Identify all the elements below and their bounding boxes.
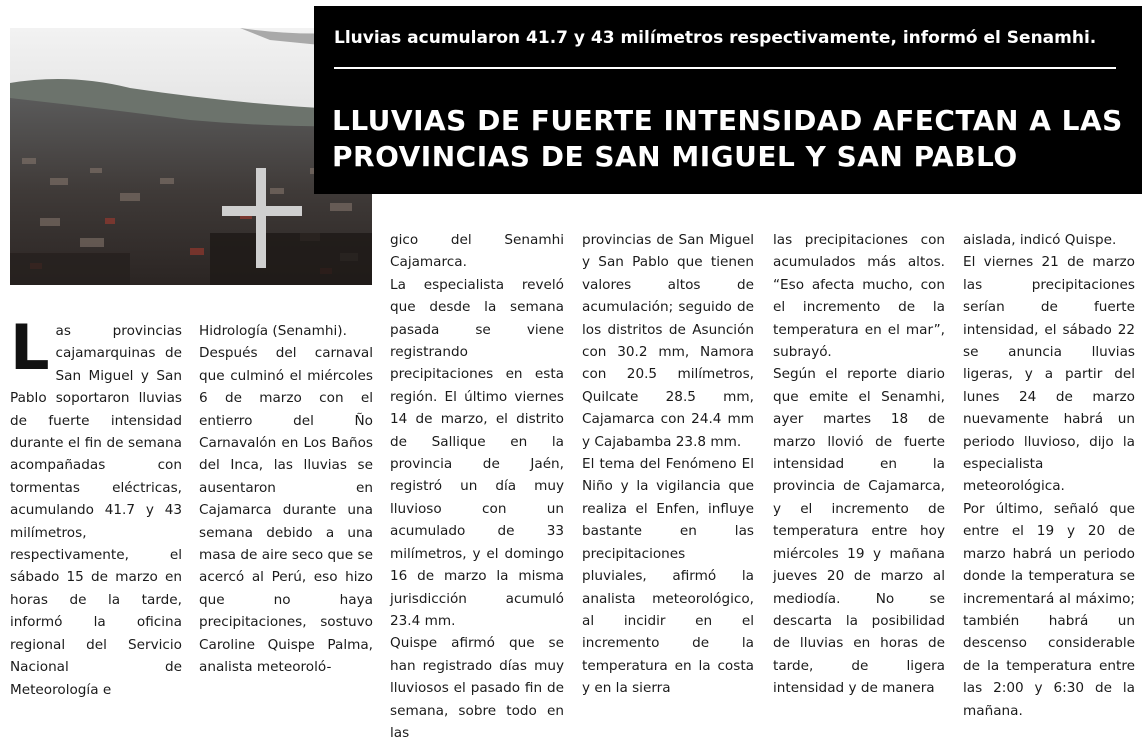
article-column-5 [773,229,945,700]
headline-line-1: LLUVIAS DE FUERTE INTENSIDAD AFECTAN A LAS [332,104,1123,137]
paragraph: Hidrología (Senamhi). [199,323,347,339]
drop-cap: L [10,311,50,384]
article-column-2 [199,320,373,679]
paragraph: gico del Senamhi Cajamarca. [390,232,564,271]
article-column-6 [963,229,1135,722]
paragraph: aislada, indicó Quispe. [963,232,1117,248]
kicker-text: Lluvias acumularon 41.7 y 43 milímetros respectivamente, informó el Senamhi. [334,28,1097,48]
paragraph: Según el reporte diario que emite el Senamhi, ayer martes 18 de marzo llovió de fuerte intensidad en la provincia de Cajamarca, y el incremento de temperatura entre hoy miércoles 19 y mañana jueves 20 de marzo al mediodía. No se descarta la posibilidad de lluvias en horas de tarde, de ligera intensidad y de manera [773,366,945,697]
paragraph: provincias de San Miguel y San Pablo que tienen valores altos de acumulación; seguido de los distritos de Asunción con 30.2 mm, Namora con 20.5 milímetros, Quilcate 28.5 mm, Cajamarca con 24.4 mm y Cajabamba 23.8 mm. [582,232,754,450]
paragraph: Después del carnaval que culminó el miércoles 6 de marzo con el entierro del Ño Carnavalón en Los Baños del Inca, las lluvias se ausentaron en Cajamarca durante una semana debido a una masa de aire seco que se acercó al Perú, eso hizo que no haya precipitaciones, sostuvo Caroline Quispe Palma, analista meteoroló- [199,345,373,676]
paragraph: El viernes 21 de marzo las precipitaciones serían de fuerte intensidad, el sábado 22 se anuncia lluvias ligeras, y a partir del lunes 24 de marzo nuevamente habrá un periodo lluvioso, dijo la especialista meteorológica. [963,254,1135,495]
paragraph: La especialista reveló que desde la semana pasada se viene registrando precipitaciones en esta región. El último viernes 14 de marzo, el distrito de Sallique en la provincia de Jaén, registró un día muy lluvioso con un acumulado de 33 milímetros, y el domingo 16 de marzo la misma jurisdicción acumuló 23.4 mm. [390,276,564,629]
article-column-3 [390,229,564,744]
paragraph: las precipitaciones con acumulados más altos. “Eso afecta mucho, con el incremento de la temperatura en el mar”, subrayó. [773,232,945,361]
headline-line-2: PROVINCIAS DE SAN MIGUEL Y SAN PABLO [332,140,1018,173]
headline [332,103,1132,175]
paragraph: Por último, señaló que entre el 19 y 20 de marzo habrá un periodo donde la temperatura se incrementará al máximo; también habrá un descenso considerable de la temperatura entre las 2:00 y 6:30 de la mañana. [963,500,1135,719]
paragraph: Quispe afirmó que se han registrado días muy lluviosos el pasado fin de semana, sobre todo en las [390,635,564,741]
article-column-1 [10,311,182,701]
divider-rule [334,67,1116,69]
article-column-4 [582,229,754,700]
paragraph: as provincias cajamarquinas de San Miguel y San Pablo soportaron lluvias de fuerte intensidad durante el fin de semana acompañadas con tormentas eléctricas, acumulando 41.7 y 43 milímetros, respectivamente, el sábado 15 de marzo en horas de la tarde, informó la oficina regional del Servicio Nacional de Meteorología e [10,323,182,698]
headline-banner [314,6,1142,194]
paragraph: El tema del Fenómeno El Niño y la vigilancia que realiza el Enfen, influye bastante en las precipitaciones pluviales, afirmó la analista meteorológico, al incidir en el incremento de la temperatura en la costa y en la sierra [582,456,754,697]
